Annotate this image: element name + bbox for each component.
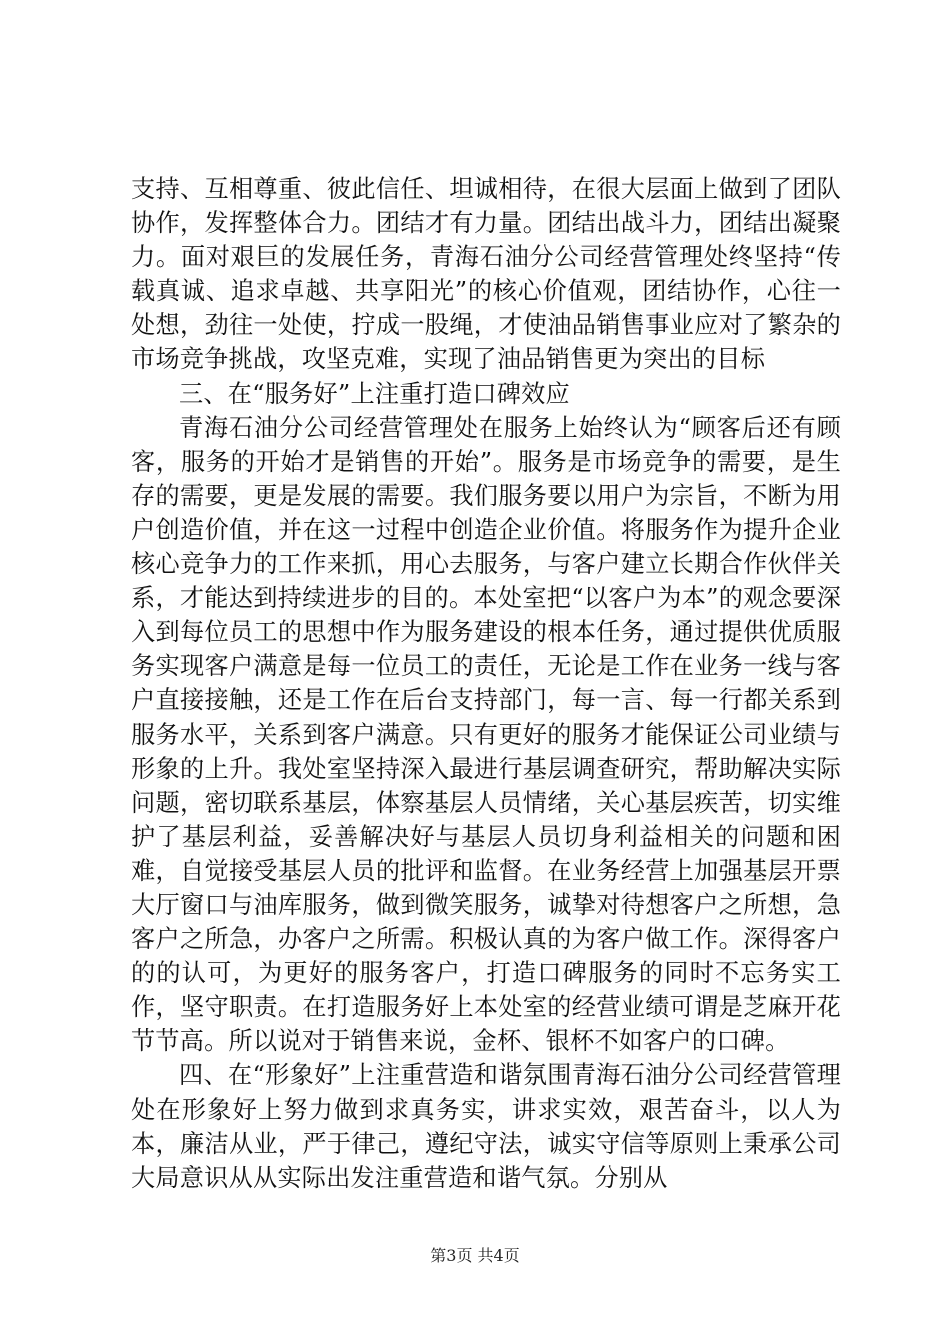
paragraph-continuation: 支持、互相尊重、彼此信任、坦诚相待，在很大层面上做到了团队协作，发挥整体合力。团结才有力量。团结出战斗力，团结出凝聚力。面对艰巨的发展任务，青海石油分公司经营管理处终坚持“传载真诚、追求卓越、共享阳光”的核心价值观，团结协作，心往一处想，劲往一处使，拧成一股绳，才使油品销售事业应对了繁杂的市场竞争挑战，攻坚克难，实现了油品销售更为突出的目标 — [131, 175, 841, 374]
document-body — [131, 172, 841, 1195]
section-heading-service: 三、在“服务好”上注重打造口碑效应 — [179, 379, 570, 408]
paragraph-image: 四、在“形象好”上注重营造和谐氛围青海石油分公司经营管理处在形象好上努力做到求真务实，讲求实效，艰苦奋斗，以人为本，廉洁从业，严于律己，遵纪守法，诚实守信等原则上秉承公司大局意识从从实际出发注重营造和谐气氛。分别从 — [131, 1061, 841, 1192]
page-footer: 第3页 共4页 — [430, 1246, 520, 1265]
paragraph-service: 青海石油分公司经营管理处在服务上始终认为“顾客后还有顾客，服务的开始才是销售的开始”。服务是市场竞争的需要，是生存的需要，更是发展的需要。我们服务要以用户为宗旨，不断为用户创造价值，并在这一过程中创造企业价值。将服务作为提升企业核心竞争力的工作来抓，用心去服务，与客户建立长期合作伙伴关系，才能达到持续进步的目的。本处室把“以客户为本”的观念要深入到每位员工的思想中作为服务建设的根本任务，通过提供优质服务实现客户满意是每一位员工的责任，无论是工作在业务一线与客户直接接触，还是工作在后台支持部门，每一言、每一行都关系到服务水平，关系到客户满意。只有更好的服务才能保证公司业绩与形象的上升。我处室坚持深入最进行基层调查研究，帮助解决实际问题，密切联系基层，体察基层人员情绪，关心基层疾苦，切实维护了基层利益，妥善解决好与基层人员切身利益相关的问题和困难，自觉接受基层人员的批评和监督。在业务经营上加强基层开票大厅窗口与油库服务，做到微笑服务，诚挚对待想客户之所想，急客户之所急，办客户之所需。积极认真的为客户做工作。深得客户的的认可，为更好的服务客户，打造口碑服务的同时不忘务实工作，坚守职责。在打造服务好上本处室的经营业绩可谓是芝麻开花节节高。所以说对于销售来说，金杯、银杯不如客户的口碑。 — [131, 413, 841, 1056]
